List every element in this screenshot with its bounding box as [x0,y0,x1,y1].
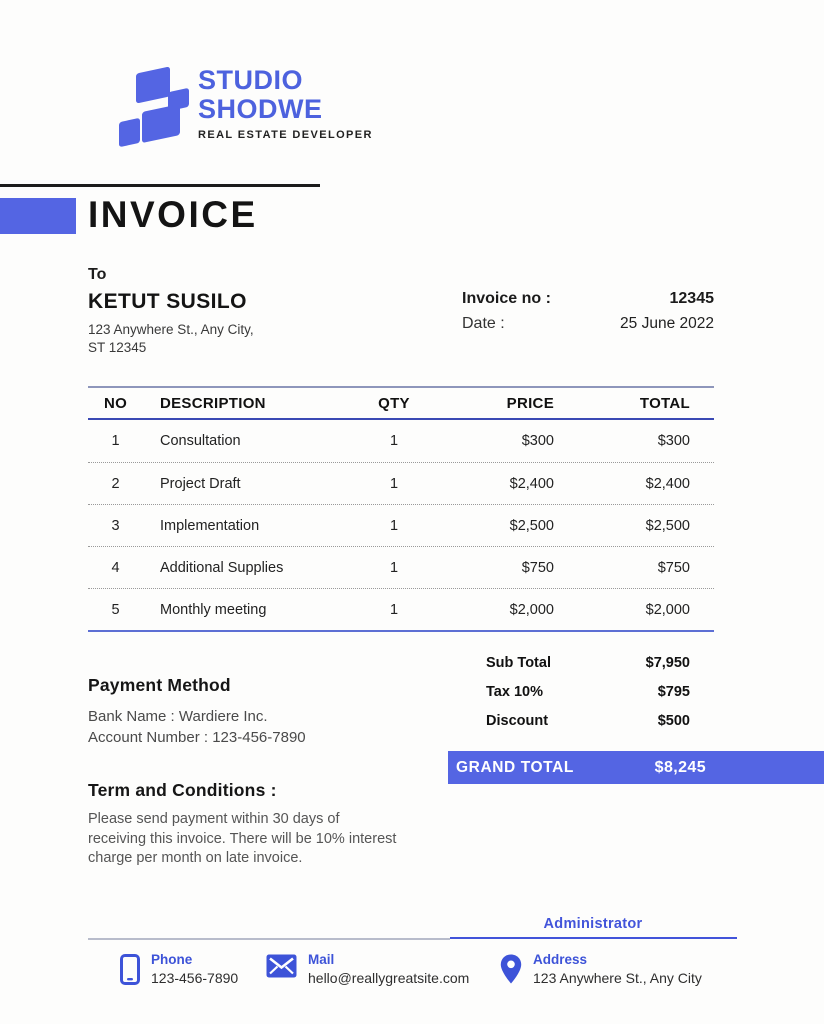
cell-description: Additional Supplies [160,559,284,576]
footer-mail-text [308,952,469,986]
table-row [88,420,714,462]
cell-price: $2,500 [509,517,554,534]
terms-heading: Term and Conditions : [88,780,277,800]
terms-line1: Please send payment within 30 days of [88,811,340,827]
footer-address-value: 123 Anywhere St., Any City [533,970,702,986]
location-pin-icon [500,954,522,989]
title-top-rule [0,184,320,187]
footer-address-label: Address [533,952,588,967]
client-name: KETUT SUSILO [88,290,247,313]
footer-mail [266,952,469,986]
mail-icon [266,954,297,983]
cell-total: $2,500 [645,517,690,534]
footer-mail-value: hello@reallygreatsite.com [308,970,470,986]
grand-total-label: GRAND TOTAL [456,758,574,776]
items-table-body [88,420,714,632]
cell-description: Consultation [160,433,241,449]
table-row [88,504,714,546]
phone-icon [120,954,140,990]
brand-name-line2: SHODWE [198,94,323,124]
cell-qty: 1 [389,475,399,492]
bank-name: Bank Name : Wardiere Inc. [88,708,268,725]
discount-row [448,706,714,735]
terms-line3: charge per month on late invoice. [88,850,303,866]
grand-total-value: $8,245 [654,758,706,776]
header-price: PRICE [506,394,554,412]
table-row [88,546,714,588]
footer-address-text [533,952,702,986]
header-qty: QTY [378,394,410,412]
cell-qty: 1 [389,433,399,449]
client-address-line2: ST 12345 [88,340,147,355]
cell-price: $2,400 [509,475,554,492]
subtotal-value: $7,950 [645,654,690,671]
cell-no: 5 [111,601,120,618]
cell-no: 3 [111,517,120,534]
client-address-line1: 123 Anywhere St., Any City, [88,322,254,337]
invoice-meta [462,290,714,340]
header-description: DESCRIPTION [160,394,266,412]
footer-mail-label: Mail [308,952,335,967]
footer-phone-text [151,952,238,986]
logo-tile [142,104,180,143]
bill-to-section [88,266,254,357]
cell-qty: 1 [389,559,399,576]
subtotal-label: Sub Total [486,654,551,671]
table-row [88,588,714,630]
invoice-date-label: Date : [462,315,505,332]
signature-line [450,937,737,939]
tax-label: Tax 10% [486,683,543,700]
terms-section [88,780,468,869]
brand-logo-icon [118,66,198,148]
payment-method-heading: Payment Method [88,675,231,695]
cell-price: $300 [521,433,554,449]
cell-no: 4 [111,559,120,576]
cell-description: Project Draft [160,475,241,492]
footer-address [500,952,702,989]
footer-phone [120,952,238,990]
subtotal-row [448,648,714,677]
payment-method-details [88,706,306,748]
table-row [88,462,714,504]
signature-name: Administrator [543,916,643,932]
footer-phone-label: Phone [151,952,193,967]
items-table [88,386,714,632]
payment-method-section [88,675,306,748]
cell-total: $750 [657,559,690,576]
invoice-number-label: Invoice no : [462,290,551,307]
header-total: TOTAL [639,394,690,412]
terms-line2: receiving this invoice. There will be 10% interest [88,830,397,847]
cell-qty: 1 [389,601,399,618]
cell-qty: 1 [389,517,399,534]
cell-description: Implementation [160,517,260,534]
footer-phone-value: 123-456-7890 [151,970,239,986]
bill-to-label: To [88,266,107,283]
footer-divider [88,938,450,940]
terms-body [88,810,468,869]
invoice-number-value: 12345 [669,290,714,307]
client-address [88,321,254,357]
logo-tile [119,118,140,147]
totals-summary [448,648,714,735]
items-table-header [88,386,714,420]
grand-total-bar [448,751,824,784]
header-no: NO [103,394,128,412]
brand-name [198,66,373,141]
tax-row [448,677,714,706]
page-title: INVOICE [88,194,258,235]
discount-label: Discount [486,712,549,729]
title-accent-block [0,198,76,234]
cell-price: $2,000 [509,601,554,618]
cell-no: 2 [111,475,120,492]
cell-total: $2,400 [645,475,690,492]
cell-no: 1 [111,433,120,449]
logo-tile [136,66,170,103]
invoice-number-row [462,290,714,308]
cell-total: $300 [657,433,690,449]
brand-tagline: REAL ESTATE DEVELOPER [198,129,373,141]
brand-name-line1: STUDIO [198,65,304,95]
discount-value: $500 [657,712,690,729]
cell-price: $750 [521,559,554,576]
tax-value: $795 [657,683,690,700]
cell-description: Monthly meeting [160,601,267,618]
cell-total: $2,000 [645,601,690,618]
account-number: Account Number : 123-456-7890 [88,729,306,746]
invoice-date-value: 25 June 2022 [620,315,714,332]
invoice-date-row [462,315,714,333]
